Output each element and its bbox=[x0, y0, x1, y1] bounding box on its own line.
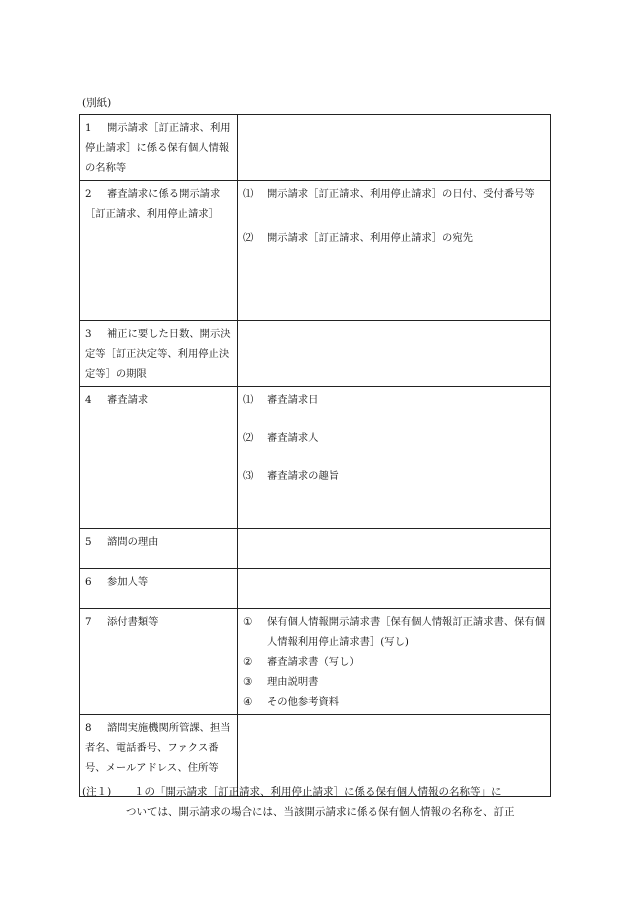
footnote-label: (注１) bbox=[82, 786, 112, 798]
row-label-cell bbox=[80, 321, 238, 387]
row-label: 審査請求に係る開示請求［訂正請求、利用停止請求］ bbox=[85, 188, 221, 220]
row-number: 8 bbox=[85, 722, 92, 734]
row-label-cell bbox=[80, 529, 238, 569]
row-label: 添付書類等 bbox=[107, 616, 159, 628]
row-number: 1 bbox=[85, 122, 92, 134]
item-marker: ⑴ bbox=[243, 394, 254, 406]
form-table bbox=[79, 114, 551, 797]
item-text: 開示請求［訂正請求、利用停止請求］の日付、受付番号等 bbox=[267, 188, 535, 200]
table-row bbox=[80, 529, 551, 569]
row-number: 2 bbox=[85, 188, 92, 200]
row-label: 開示請求［訂正請求、利用停止請求］に係る保有個人情報の名称等 bbox=[85, 122, 231, 174]
table-row bbox=[80, 181, 551, 321]
item-marker: ② bbox=[243, 656, 253, 668]
footnote bbox=[82, 782, 557, 822]
item-marker: ⑵ bbox=[243, 232, 254, 244]
list-item bbox=[243, 428, 545, 448]
table-row bbox=[80, 609, 551, 715]
item-marker: ⑴ bbox=[243, 188, 254, 200]
item-marker: ④ bbox=[243, 696, 253, 708]
item-text: その他参考資料 bbox=[267, 696, 340, 708]
row-content-cell bbox=[238, 181, 551, 321]
list-item bbox=[243, 612, 545, 652]
row-label-cell bbox=[80, 181, 238, 321]
item-text: 審査請求人 bbox=[267, 432, 319, 444]
list-item bbox=[243, 466, 545, 486]
item-marker: ③ bbox=[243, 676, 253, 688]
item-marker: ⑵ bbox=[243, 432, 254, 444]
row-content-cell bbox=[238, 115, 551, 181]
row-label: 審査請求 bbox=[107, 394, 149, 406]
attachment-label: (別紙) bbox=[82, 97, 112, 109]
row-content-cell bbox=[238, 387, 551, 529]
footnote-line-2: ついては、開示請求の場合には、当該開示請求に係る保有個人情報の名称を、訂正 bbox=[126, 806, 515, 818]
row-content-cell bbox=[238, 529, 551, 569]
row-label-cell bbox=[80, 609, 238, 715]
row-number: 5 bbox=[85, 536, 92, 548]
row-number: 3 bbox=[85, 328, 92, 340]
list-item bbox=[243, 390, 545, 410]
row-label: 諮問実施機関所管課、担当者名、電話番号、ファクス番号、メールアドレス、住所等 bbox=[85, 722, 231, 774]
table-row bbox=[80, 387, 551, 529]
row-label-cell bbox=[80, 569, 238, 609]
list-item bbox=[243, 184, 545, 204]
row-label: 諮問の理由 bbox=[107, 536, 159, 548]
row-number: 7 bbox=[85, 616, 92, 628]
table-row bbox=[80, 115, 551, 181]
list-item bbox=[243, 652, 545, 672]
row-label-cell bbox=[80, 115, 238, 181]
row-number: 4 bbox=[85, 394, 92, 406]
table-row bbox=[80, 321, 551, 387]
row-label: 補正に要した日数、開示決定等［訂正決定等、利用停止決定等］の期限 bbox=[85, 328, 231, 380]
item-marker: ① bbox=[243, 616, 253, 628]
item-text: 保有個人情報開示請求書［保有個人情報訂正請求書、保有個人情報利用停止請求書］(写し) bbox=[267, 616, 546, 648]
item-marker: ⑶ bbox=[243, 470, 254, 482]
row-content-cell bbox=[238, 609, 551, 715]
table-row bbox=[80, 569, 551, 609]
list-item bbox=[243, 228, 545, 248]
item-text: 審査請求書（写し） bbox=[267, 656, 360, 668]
list-item bbox=[243, 692, 545, 712]
row-label-cell bbox=[80, 387, 238, 529]
row-number: 6 bbox=[85, 576, 92, 588]
row-label: 参加人等 bbox=[107, 576, 149, 588]
footnote-line-1: １の「開示請求［訂正請求、利用停止請求］に係る保有個人情報の名称等」に bbox=[134, 786, 502, 798]
item-text: 審査請求の趣旨 bbox=[267, 470, 340, 482]
item-text: 理由説明書 bbox=[267, 676, 319, 688]
item-text: 審査請求日 bbox=[267, 394, 319, 406]
row-content-cell bbox=[238, 321, 551, 387]
item-text: 開示請求［訂正請求、利用停止請求］の宛先 bbox=[267, 232, 473, 244]
list-item bbox=[243, 672, 545, 692]
row-content-cell bbox=[238, 569, 551, 609]
